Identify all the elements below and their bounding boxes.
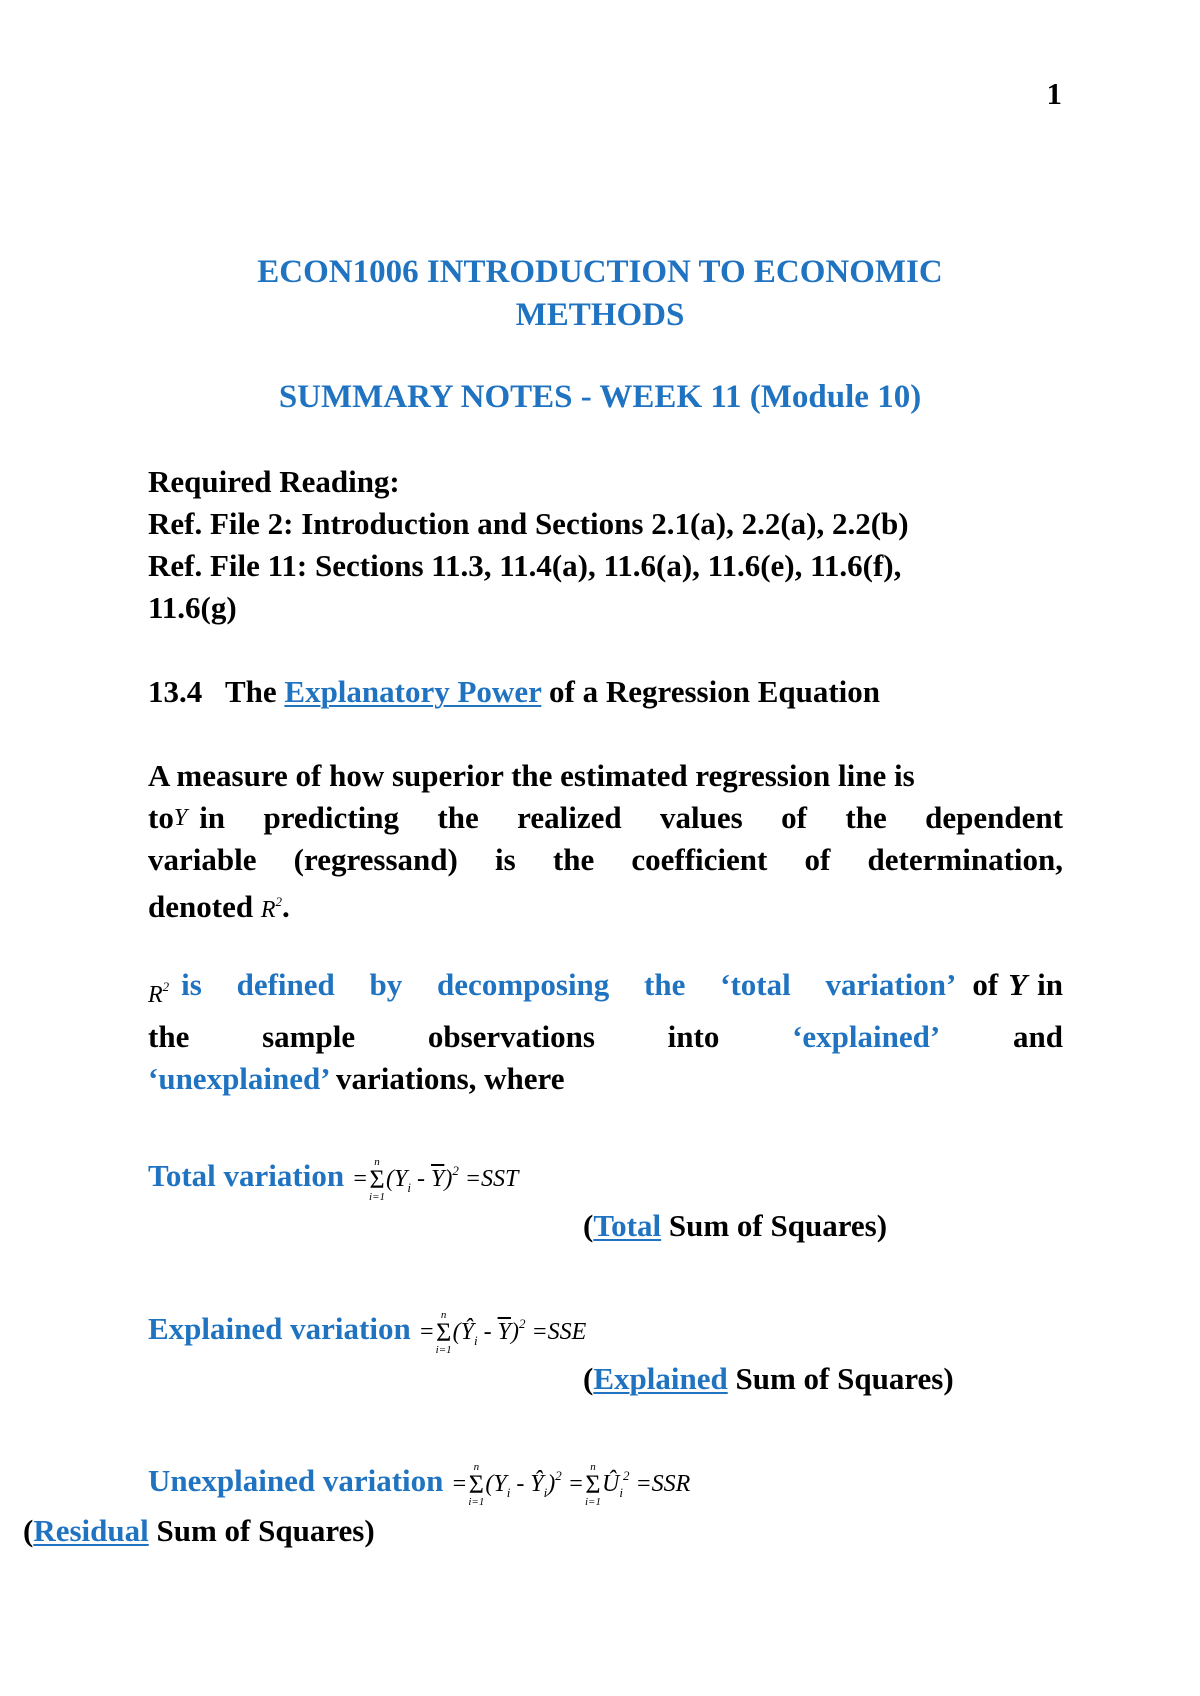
- course-title-line1: ECON1006 INTRODUCTION TO ECONOMIC: [257, 254, 943, 290]
- para2-line3: ‘unexplained’ variations, where: [148, 1061, 565, 1096]
- r-squared-symbol-2: $R^2$: [148, 979, 170, 1008]
- paragraph-measure: [148, 755, 1063, 931]
- total-variation-equation: [148, 1150, 518, 1209]
- para1-line1: A measure of how superior the estimated regression line is: [148, 758, 915, 793]
- para2-line1: $R^2$ is defined by decomposing the ‘total variation’ of Y in: [148, 964, 1063, 1016]
- paragraph-decomposition: [148, 964, 1063, 1100]
- para1-line2: to Y in predicting the realized values of the dependent: [148, 797, 1063, 839]
- explained-variation-label: Explained variation: [148, 1311, 411, 1346]
- explanatory-power-link[interactable]: Explanatory Power: [284, 674, 542, 709]
- explained-variation-formula: = n Σ i=1 $(Ŷ_i - \overline{Y})^2 =SSE$: [418, 1309, 587, 1357]
- page-number: 1: [1046, 76, 1062, 111]
- total-link[interactable]: Total: [593, 1208, 662, 1243]
- y-bar-symbol: Y: [173, 805, 188, 831]
- reading-heading: Required Reading:: [148, 464, 400, 499]
- para1-line4: denoted $R^2$.: [148, 889, 290, 924]
- summary-title: SUMMARY NOTES - WEEK 11 (Module 10): [278, 379, 922, 415]
- reading-ref1: Ref. File 2: Introduction and Sections 2.1(a), 2.2(a), 2.2(b): [148, 506, 909, 541]
- unexplained-variation-equation: [148, 1455, 690, 1514]
- unexplained-variation-label: Unexplained variation: [148, 1463, 444, 1498]
- para1-line3: variable (regressand) is the coefficient of determination,: [148, 842, 1063, 877]
- section-post: of a Regression Equation: [549, 674, 881, 709]
- section-number: 13.4: [148, 674, 203, 709]
- para2-line2: the sample observations into ‘explained’ and: [148, 1019, 1063, 1054]
- total-variation-formula: = n Σ i=1 $(Y_i - \overline{Y})^2 =SST$: [351, 1156, 519, 1204]
- total-sum-of-squares-note: (Total Sum of Squares): [583, 1208, 888, 1243]
- explained-sum-of-squares-note: (Explained Sum of Squares): [583, 1361, 954, 1396]
- required-reading: [148, 461, 1063, 629]
- total-variation-label: Total variation: [148, 1158, 345, 1193]
- reading-ref2-line1: Ref. File 11: Sections 11.3, 11.4(a), 11.6(a), 11.6(e), 11.6(f),: [148, 548, 902, 583]
- residual-sum-of-squares-note: (Residual Sum of Squares): [23, 1513, 375, 1548]
- explained-link[interactable]: Explained: [593, 1361, 728, 1396]
- reading-ref2-line2: 11.6(g): [148, 590, 237, 625]
- course-title-line2: METHODS: [515, 297, 685, 333]
- r-squared-symbol: $R^2$: [260, 894, 282, 923]
- section-heading: [148, 671, 1063, 713]
- residual-link[interactable]: Residual: [33, 1513, 149, 1548]
- unexplained-variation-formula: = n Σ i=1 ($Y_i$ - $Ŷ_i)^2$ = n Σ i=1 $Û_i^2 =SSR$: [451, 1461, 691, 1509]
- section-pre: The: [224, 674, 277, 709]
- explained-variation-equation: [148, 1303, 586, 1362]
